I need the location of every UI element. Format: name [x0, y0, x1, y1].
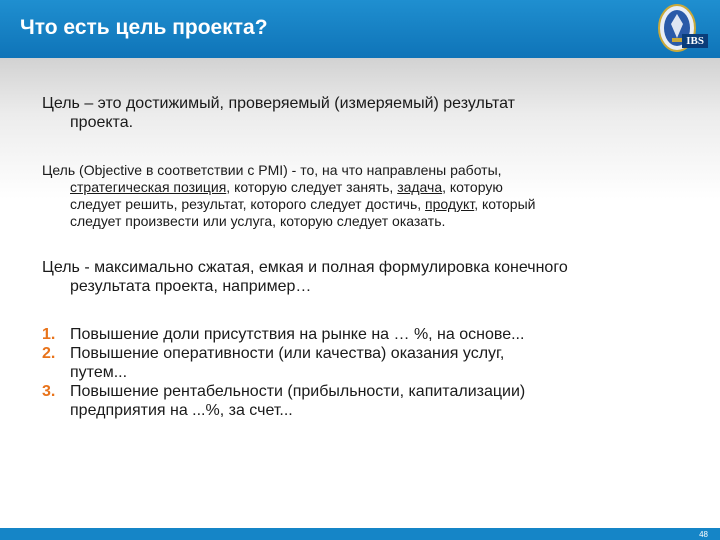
list-number: 1.	[42, 326, 56, 343]
goal-formulation	[42, 258, 682, 296]
page-number: 48	[699, 530, 708, 539]
pmi-line1: Цель (Objective в соответствии с PMI) - то, на что направлены работы,	[42, 162, 502, 178]
slide-header	[0, 0, 720, 58]
formulation-line1: Цель - максимально сжатая, емкая и полная формулировка конечного	[42, 259, 568, 276]
list-number: 3.	[42, 383, 56, 400]
strategic-position-term: стратегическая позиция	[70, 179, 227, 195]
pmi-line3: следует решить, результат, которого следует достичь, продукт, который	[70, 196, 536, 212]
goal-definition-line2: проекта.	[70, 114, 134, 131]
list-item: 3. Повышение рентабельности (прибыльности, капитализации) предприятия на ...%, за счет...	[42, 383, 526, 419]
formulation-line2: результата проекта, например…	[70, 278, 312, 295]
slide-footer	[0, 528, 720, 540]
list-number: 2.	[42, 345, 56, 362]
example-goals-list	[42, 325, 682, 420]
ibs-logo-text: IBS	[682, 34, 708, 48]
goal-definition-line1: Цель – это достижимый, проверяемый (измеряемый) результат	[42, 95, 515, 112]
pmi-line2: стратегическая позиция, которую следует занять, задача, которую	[70, 179, 503, 195]
pmi-line4: следует произвести или услуга, которую следует оказать.	[70, 213, 446, 229]
slide-title: Что есть цель проекта?	[20, 16, 268, 39]
university-emblem-icon	[652, 2, 710, 60]
list-item: 2. Повышение оперативности (или качества) оказания услуг, путем...	[42, 345, 505, 381]
list-item: 1. Повышение доли присутствия на рынке на … %, на основе...	[42, 326, 525, 343]
goal-definition	[42, 94, 682, 132]
product-term: продукт	[425, 196, 475, 212]
goal-pmi-definition	[42, 162, 682, 230]
task-term: задача	[397, 179, 443, 195]
slide-content	[42, 94, 682, 436]
